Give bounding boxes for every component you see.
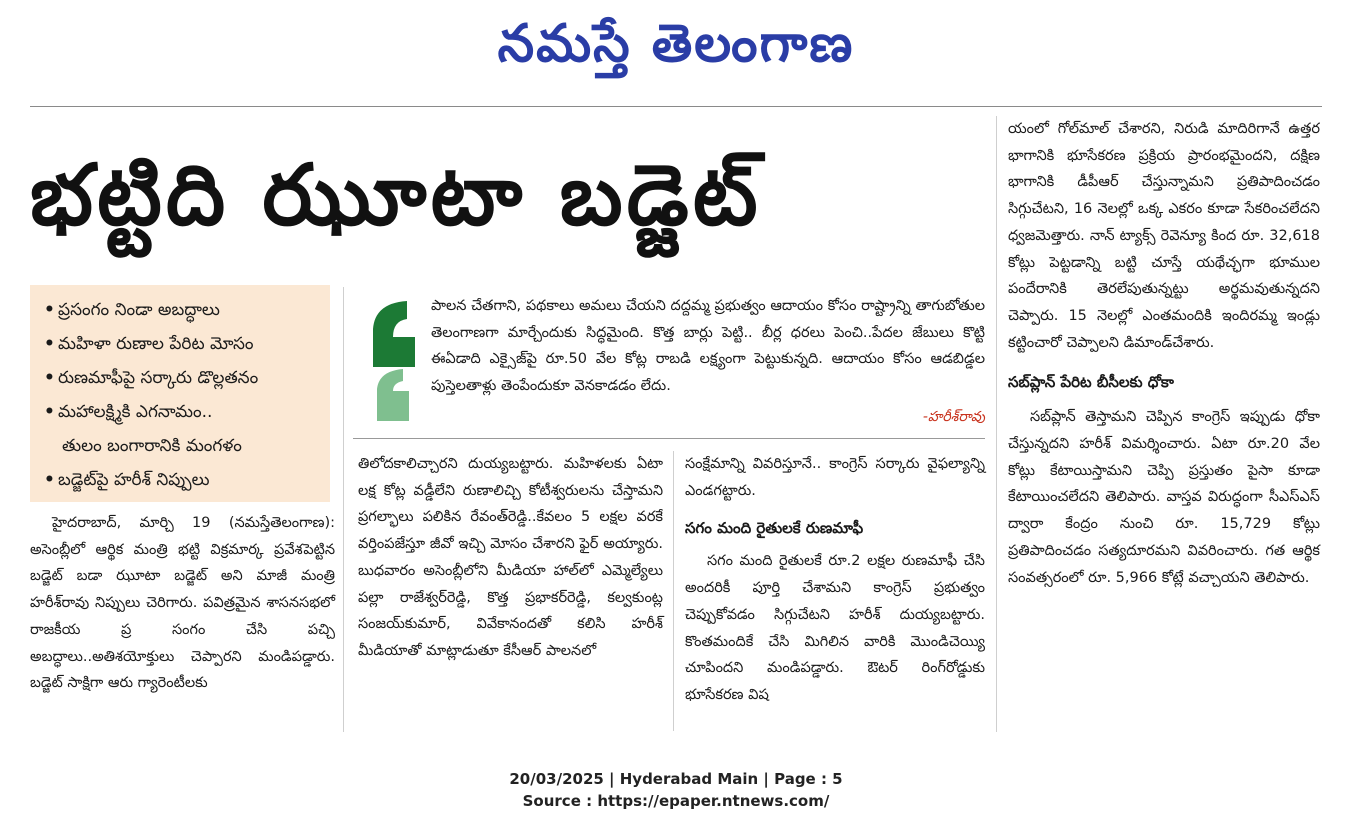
highlight-text: మహిళా రుణాల పేరిట మోసం (58, 334, 254, 354)
highlight-item (44, 293, 318, 327)
highlights-box (30, 285, 330, 502)
column-divider (343, 287, 344, 732)
paragraph: సబ్‌ప్లాన్ తెస్తామని చెప్పిన కాంగ్రెస్ ఇప్పుడు ధోకా చేస్తున్నదని హరీశ్ విమర్శించారు. ఏటా రూ.20 వేల కోట్లు కేటాయిస్తామని చెప్పి ప్రస్తుతం పైసా కూడా కేటాయించలేదని తెలిపారు. వాస్తవ విరుద్ధంగా సీఎస్‌ఎస్ ద్వారా కేంద్రం నుంచి రూ. 15,729 కోట్లు ప్రతిపాదించడం సత్యదూరమని వివరించారు. గత ఆర్థిక సంవత్సరంలో రూ. 5,966 కోట్లే వచ్చాయని తెలిపారు. (1008, 409, 1320, 586)
highlight-item (44, 361, 318, 395)
highlight-item (44, 327, 318, 361)
highlight-item (44, 429, 318, 463)
bullet-icon: • (44, 334, 55, 354)
highlight-text: మహాలక్ష్మికి ఎగనామం.. (58, 402, 213, 422)
quote-text: పాలన చేతగాని, పథకాలు అమలు చేయని దద్దమ్మ ప్రభుత్వం ఆదాయం కోసం రాష్ట్రాన్ని తాగుబోతుల తెలంగాణగా మార్చేందుకు సిద్ధమైంది. కొత్త బార్లు పెట్టి.. బీర్ల ధరలు పెంచి..పేదల జేబులు కొట్టి ఈఏడాది ఎక్సైజ్‌పై రూ.50 వేల కోట్ల రాబడి లక్ష్యంగా పెట్టుకున్నది. ఆదాయం కోసం ఆడబిడ్డల పుస్తెలతాళ్లు తెంపేందుకూ వెనకాడడం లేదు. (431, 298, 985, 394)
bullet-icon: • (44, 368, 55, 388)
column-divider (996, 116, 997, 732)
quote-mark-icon (363, 299, 417, 424)
subheading: సగం మంది రైతులకే రుణమాఫీ (685, 519, 864, 538)
highlight-text: బడ్జెట్‌పై హరీశ్ నిప్పులు (58, 470, 210, 490)
quote-rule (353, 438, 985, 439)
column-divider (673, 451, 674, 731)
pull-quote (353, 287, 985, 439)
highlight-text: ప్రసంగం నిండా అబద్ధాలు (58, 300, 220, 320)
bullet-icon: • (44, 470, 55, 490)
page-footer (0, 768, 1352, 812)
subheading: సబ్‌ప్లాన్ పేరిట బీసీలకు ధోకా (1008, 373, 1174, 392)
newspaper-masthead: నమస్తే తెలంగాణ (497, 14, 855, 74)
bullet-icon: • (44, 300, 55, 320)
article-headline: భట్టిది ఝూటా బడ్జెట్ (30, 146, 762, 244)
article-column-2: తిలోదకాలిచ్చారని దుయ్యబట్టారు. మహిళలకు ఏటా లక్ష కోట్ల వడ్డీలేని రుణాలిచ్చి కోటీశ్వరులను చేస్తామని ప్రగల్భాలు పలికిన రేవంత్‌రెడ్డి..కేవలం 5 లక్షల వరకే వర్తింపజేస్తూ జీవో ఇచ్చి మోసం చేశారని ఫైర్ అయ్యారు. బుధవారం అసెంబ్లీలోని మీడియా హాల్‌లో ఎమ్మెల్యేలు పల్లా రాజేశ్వర్‌రెడ్డి, కొత్త ప్రభాకర్‌రెడ్డి, కల్వకుంట్ల సంజయ్‌కుమార్, వివేకానందతో కలిసి హరీశ్ మీడియాతో మాట్లాడుతూ కేసీఆర్ పాలనలో (358, 456, 663, 659)
highlight-text: తులం బంగారానికి మంగళం (62, 436, 242, 456)
quote-author: -హరీశ్‌రావు (922, 409, 985, 425)
article-column-4 (1008, 116, 1320, 591)
bullet-icon: • (44, 402, 55, 422)
paragraph: యంలో గోల్‌మాల్ చేశారని, నిరుడి మాదిరిగానే ఉత్తర భాగానికి భూసేకరణ ప్రక్రియ ప్రారంభమైందని, దక్షిణ భాగానికి డీపీఆర్ చేస్తున్నామని ప్రతిపాదించడం సిగ్గుచేటని, 16 నెలల్లో ఒక్క ఎకరం కూడా సేకరించలేదని ధ్వజమెత్తారు. నాన్ ట్యాక్స్ రెవెన్యూ కింద రూ. 32,618 కోట్లు పెట్టడాన్ని బట్టి చూస్తే యథేచ్ఛగా భూముల పందేరానికి తెరలేపుతున్నట్టు అర్థమవుతున్నదని చెప్పారు. 15 నెలల్లో ఎంతమందికి ఇందిరమ్మ ఇండ్లు కట్టించారో చెప్పాలని డిమాండ్‌చేశారు. (1008, 121, 1320, 351)
footer-date-edition: 20/03/2025 | Hyderabad Main | Page : 5 (509, 770, 843, 788)
highlight-item (44, 395, 318, 429)
footer-source-link[interactable]: Source : https://epaper.ntnews.com/ (522, 792, 830, 810)
masthead-rule (30, 106, 1322, 107)
article-column-1: హైదరాబాద్, మార్చి 19 (నమస్తేతెలంగాణ): అసెంబ్లీలో ఆర్థిక మంత్రి భట్టి విక్రమార్క ప్రవేశపెట్టిన బడ్జెట్ బడా ఝూటా బడ్జెట్ అని మాజీ మంత్రి హరీశ్‌రావు నిప్పులు చెరిగారు. పవిత్రమైన శాసనసభలో రాజకీయ ప్ర సంగం చేసి పచ్చి అబద్ధాలు..అతిశయోక్తులు చెప్పారని మండిపడ్డారు. బడ్జెట్ సాక్షిగా ఆరు గ్యారెంటీలకు (30, 515, 335, 692)
paragraph: సగం మంది రైతులకే రూ.2 లక్షల రుణమాఫీ చేసి అందరికీ పూర్తి చేశామని కాంగ్రెస్ ప్రభుత్వం చెప్పుకోవడం సిగ్గుచేటని హరీశ్ దుయ్యబట్టారు. కొంతమందికే చేసి మిగిలిన వారికి మొండిచెయ్యి చూపిందని మండిపడ్డారు. ఔటర్ రింగ్‌రోడ్డుకు భూసేకరణ విష (685, 553, 985, 703)
paragraph: సంక్షేమాన్ని వివరిస్తూనే.. కాంగ్రెస్ సర్కారు వైఫల్యాన్ని ఎండగట్టారు. (685, 456, 985, 499)
highlight-text: రుణమాఫీపై సర్కారు డొల్లతనం (58, 368, 259, 388)
article-column-3 (685, 451, 985, 709)
highlight-item (44, 463, 318, 497)
